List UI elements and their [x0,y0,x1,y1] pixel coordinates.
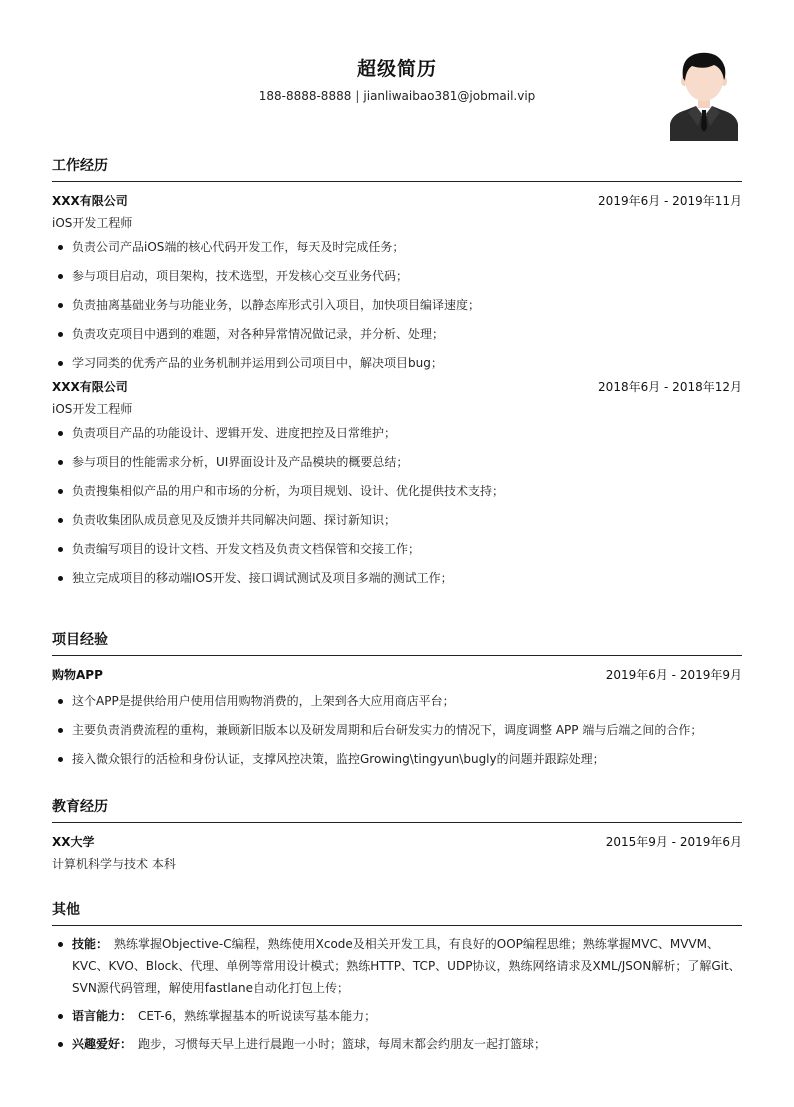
section-title-education: 教育经历 [52,797,742,823]
candidate-name: 超级简历 [356,58,437,80]
skills-label: 技能： [72,937,109,951]
language-text: CET-6，熟练掌握基本的听说读写基本能力； [138,1009,377,1023]
contact-separator: | [355,89,360,103]
hobbies-item [52,1033,742,1055]
job-role: iOS开发工程师 [52,216,133,230]
company-name: XXX有限公司 [52,194,128,208]
list-item: 学习同类的优秀产品的业务机制并运用到公司项目中，解决项目bug； [52,354,742,372]
job-role: iOS开发工程师 [52,402,133,416]
other-list [52,933,742,1055]
project-name: 购物APP [52,668,103,682]
company-name: XXX有限公司 [52,380,128,394]
projects-section [52,630,742,779]
section-title-other: 其他 [52,900,742,926]
other-section [52,900,742,1061]
list-item: 参与项目的性能需求分析，UI界面设计及产品模块的概要总结； [52,453,742,471]
email-address: jianliwaibao381@jobmail.vip [363,89,536,103]
language-label: 语言能力： [72,1009,133,1023]
phone-number: 188-8888-8888 [258,89,352,103]
employment-date: 2019年6月 - 2019年11月 [598,194,742,208]
list-item: 参与项目启动，项目架构，技术选型，开发核心交互业务代码； [52,267,742,285]
hobbies-text: 跑步，习惯每天早上进行晨跑一小时；篮球，每周末都会约朋友一起打篮球； [138,1037,547,1051]
list-item: 负责项目产品的功能设计、逻辑开发、进度把控及日常维护； [52,424,742,442]
skills-text: 熟练掌握Objective-C编程，熟练使用Xcode及相关开发工具，有良好的OOP编程思维；熟练掌握MVC、MVVM、KVC、KVO、Block、代理、单例等常用设计模式；熟练HTTP、TCP、UDP协议，熟练网络请求及XML/JSON解析；了解Git、SVN源代码管理，解使用fastlane自动化打包上传； [72,937,741,995]
work-entry-1 [52,192,742,372]
duty-list [52,424,742,587]
section-title-projects: 项目经验 [52,630,742,656]
list-item: 负责抽离基础业务与功能业务，以静态库形式引入项目，加快项目编译速度； [52,296,742,314]
list-item: 负责编写项目的设计文档、开发文档及负责文档保管和交接工作； [52,540,742,558]
list-item: 负责公司产品iOS端的核心代码开发工作，每天及时完成任务； [52,238,742,256]
skills-item [52,933,742,999]
list-item: 负责搜集相似产品的用户和市场的分析，为项目规划、设计、优化提供技术支持； [52,482,742,500]
work-entry-2 [52,378,742,598]
major-degree: 计算机科学与技术 本科 [52,857,176,871]
work-experience-section [52,156,742,383]
list-item: 这个APP是提供给用户使用信用购物消费的，上架到各大应用商店平台； [52,692,742,710]
education-date: 2015年9月 - 2019年6月 [605,835,742,849]
avatar [668,48,740,141]
school-name: XX大学 [52,835,95,849]
section-title-work: 工作经历 [52,156,742,182]
duty-list [52,238,742,372]
list-item: 主要负责消费流程的重构，兼顾新旧版本以及研发周期和后台研发实力的情况下，调度调整 APP 端与后端之间的合作； [52,721,742,739]
employment-date: 2018年6月 - 2018年12月 [598,380,742,394]
list-item: 独立完成项目的移动端IOS开发、接口调试测试及项目多端的测试工作； [52,569,742,587]
education-section [52,797,742,873]
list-item: 负责攻克项目中遇到的难题，对各种异常情况做记录，并分析、处理； [52,325,742,343]
language-item [52,1005,742,1027]
project-bullet-list [52,692,742,768]
project-date: 2019年6月 - 2019年9月 [605,668,742,682]
list-item: 负责收集团队成员意见及反馈并共同解决问题、探讨新知识； [52,511,742,529]
list-item: 接入微众银行的活检和身份认证，支撑风控决策，监控Growing\tingyun\bugly的问题并跟踪处理； [52,750,742,768]
hobbies-label: 兴趣爱好： [72,1037,133,1051]
